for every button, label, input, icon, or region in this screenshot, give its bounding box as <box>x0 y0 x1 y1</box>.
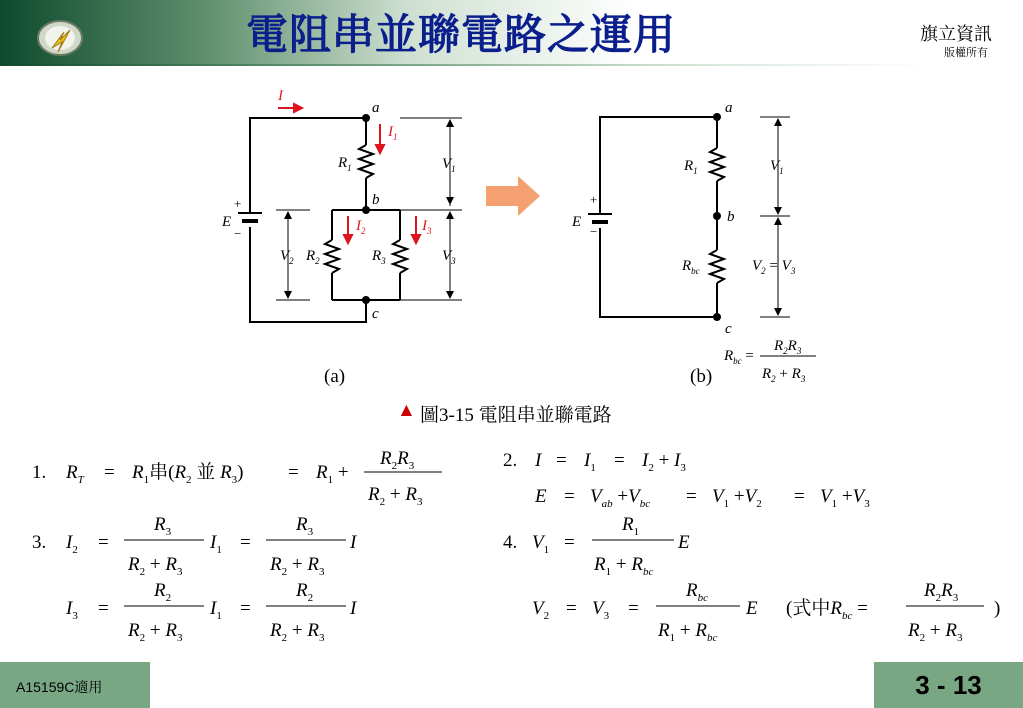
svg-text:R2: $R_2$ <box>296 580 314 604</box>
svg-text:R1 + Rbc: $R_1 + R_{bc}$ <box>658 620 718 644</box>
svg-text:R2: $R_2$ <box>306 248 320 266</box>
svg-text:R1串(R2 並 R3): $R_1$串($R_2$ 並 $R_3$) <box>132 462 244 486</box>
svg-text:E: E <box>572 214 582 230</box>
svg-text:I1: $I_1$ <box>388 124 398 142</box>
svg-text:V2 = V3: $V_2 = V_3$ <box>752 258 796 276</box>
svg-text:R1: $R_1$ <box>622 514 640 538</box>
svg-text:R1: $R_1$ <box>684 158 698 176</box>
course-code: A15159C適用 <box>16 679 103 695</box>
caption-marker: ▲ <box>397 400 416 421</box>
svg-text:I2 + I3: $I_2 + I_3$ <box>642 450 686 474</box>
circuit-a <box>200 80 490 340</box>
svg-text:I1: $I_1$ <box>210 598 222 622</box>
svg-text:=: = <box>104 462 115 483</box>
svg-text:=: = <box>566 598 577 619</box>
svg-text:−: − <box>590 224 598 239</box>
svg-text:I3: $I_3$ <box>422 218 432 236</box>
svg-text:2.: 2. <box>503 450 518 471</box>
svg-text:R3: $R_3$ <box>372 248 386 266</box>
svg-text:=: = <box>98 598 109 619</box>
svg-text:E: E <box>746 598 758 619</box>
page-title: 電阻串並聯電路之運用 <box>246 10 677 59</box>
publisher-name: 旗立資訊 <box>920 24 992 45</box>
svg-text:−: − <box>234 226 242 241</box>
svg-text:4.: 4. <box>503 532 518 553</box>
svg-text:R3: $R_3$ <box>296 514 314 538</box>
svg-text:c: c <box>372 306 379 322</box>
figure-label-b: (b) <box>690 366 713 387</box>
svg-text:R1: $R_1$ <box>338 155 352 173</box>
svg-text:=: = <box>686 486 697 507</box>
svg-text:+: + <box>590 192 598 207</box>
svg-text:b: b <box>727 209 735 225</box>
svg-text:=: = <box>288 462 299 483</box>
svg-text:E: E <box>678 532 690 553</box>
svg-text:I: I <box>350 598 357 619</box>
svg-text:a: a <box>725 100 733 116</box>
circuit-b <box>560 90 830 390</box>
transform-arrow-icon <box>486 176 542 216</box>
svg-text:Rbc: $R_{bc}$ <box>686 580 708 604</box>
formulas <box>0 430 1023 660</box>
svg-text:=: = <box>556 450 567 471</box>
svg-text:R2 + R3: $R_2 + R_3$ <box>270 620 325 644</box>
svg-text:=: = <box>628 598 639 619</box>
svg-text:b: b <box>372 192 380 208</box>
svg-text:a: a <box>372 100 380 116</box>
svg-text:Vab +Vbc: $V_{ab} +V_{bc}$ <box>590 486 651 510</box>
svg-text:R2R3: $R_2R_3$ <box>774 338 802 356</box>
svg-text:R2R3: $R_2R_3$ <box>924 580 959 604</box>
svg-text:V1 +V3: $V_1 +V_3$ <box>820 486 870 510</box>
figure-caption: 圖3-15 電阻串並聯電路 <box>420 405 612 426</box>
svg-text:+: + <box>234 196 242 211</box>
figure-label-a: (a) <box>324 366 346 387</box>
svg-text:R2 + R3: $R_2 + R_3$ <box>908 620 963 644</box>
svg-text:R2 + R3: $R_2 + R_3$ <box>128 554 183 578</box>
svg-text:R2 + R3: $R_2 + R_3$ <box>368 484 423 508</box>
svg-text:=: = <box>240 532 251 553</box>
svg-text:I2: $I_2$ <box>66 532 78 556</box>
svg-text:3.: 3. <box>32 532 47 553</box>
svg-text:V3: $V_3$ <box>592 598 610 622</box>
svg-text:=: = <box>794 486 805 507</box>
svg-text:R1 + Rbc: $R_1 + R_{bc}$ <box>594 554 654 578</box>
svg-text:V2: $V_2$ <box>532 598 550 622</box>
svg-text:V3: $V_3$ <box>442 248 456 266</box>
svg-text:R2 + R3: $R_2 + R_3$ <box>128 620 183 644</box>
svg-text:I1: $I_1$ <box>584 450 596 474</box>
svg-text:R1 +: $R_1$ + <box>316 462 349 486</box>
svg-text:R2R3: $R_2R_3$ <box>380 448 415 472</box>
header-underline <box>0 64 930 66</box>
svg-text:V1: $V_1$ <box>770 158 784 176</box>
svg-text:): ) <box>994 598 1001 619</box>
svg-text:I1: $I_1$ <box>210 532 222 556</box>
svg-text:E: E <box>535 486 547 507</box>
svg-text:=: = <box>564 486 575 507</box>
footer-course-badge <box>0 662 150 708</box>
page-number: 3 - 13 <box>915 670 982 700</box>
logo-icon <box>30 12 94 60</box>
svg-text:I2: $I_2$ <box>356 218 366 236</box>
svg-text:I: I <box>278 88 283 104</box>
svg-text:=: = <box>564 532 575 553</box>
svg-text:I: I <box>535 450 542 471</box>
svg-text:c: c <box>725 321 732 337</box>
svg-text:(式中Rbc =: (式中$R_{bc}$ = <box>786 598 868 622</box>
svg-text:R2 + R3: $R_2 + R_3$ <box>270 554 325 578</box>
svg-text:R3: $R_3$ <box>154 514 172 538</box>
copyright-text: 版權所有 <box>944 46 988 59</box>
svg-text:V1: $V_1$ <box>532 532 550 556</box>
svg-text:Rbc: $R_{bc}$ <box>682 258 700 276</box>
svg-text:V2: $V_2$ <box>280 248 294 266</box>
svg-text:=: = <box>240 598 251 619</box>
svg-text:RT: $R_T$ <box>66 462 84 486</box>
svg-text:V1: $V_1$ <box>442 156 456 174</box>
svg-text:E: E <box>222 214 232 230</box>
svg-text:I3: $I_3$ <box>66 598 78 622</box>
svg-text:R2 + R3: $R_2 + R_3$ <box>762 366 806 384</box>
svg-text:=: = <box>614 450 625 471</box>
svg-text:=: = <box>98 532 109 553</box>
svg-text:Rbc =: $R_{bc}$ = <box>724 348 754 366</box>
svg-text:V1 +V2: $V_1 +V_2$ <box>712 486 762 510</box>
svg-text:I: I <box>350 532 357 553</box>
svg-text:R2: $R_2$ <box>154 580 172 604</box>
svg-text:1.: 1. <box>32 462 47 483</box>
footer-page-badge <box>874 662 1023 708</box>
